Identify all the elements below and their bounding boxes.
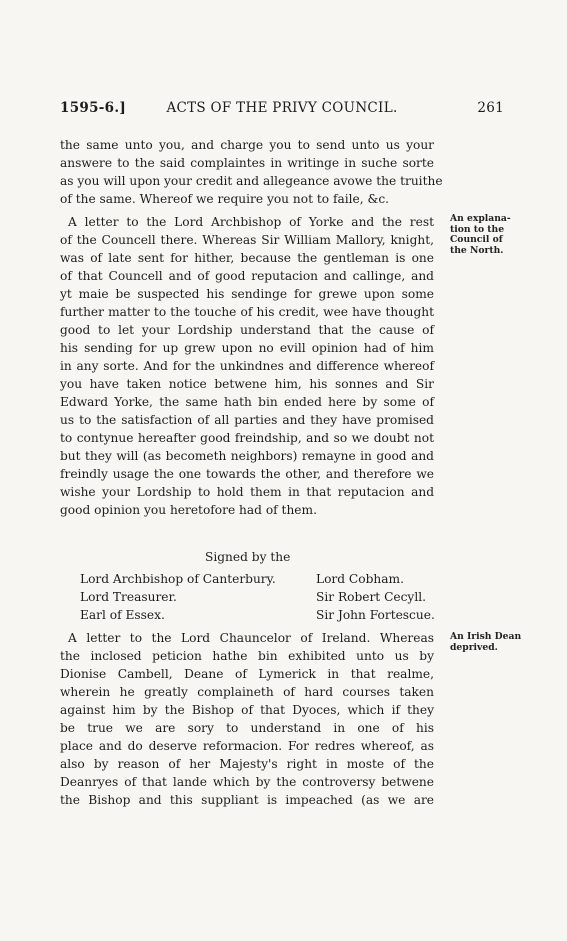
text-line: be true we are sory to understand in one of his (60, 721, 434, 735)
signatory: Lord Cobham. (316, 572, 404, 586)
text-line: his sending for up grew upon no evill opinion had of him (60, 341, 434, 355)
text-line: of that Councell and of good reputacion and callinge, and (60, 269, 434, 283)
text-line: good opinion you heretofore had of them. (60, 503, 317, 517)
text-line: us to the satisfaction of all parties and they have promised (60, 413, 434, 427)
margin-note: An Irish Dean deprived. (450, 631, 522, 653)
text-line: wishe your Lordship to hold them in that reputacion and (60, 485, 434, 499)
text-line: of the Councell there. Whereas Sir William Mallory, knight, (60, 233, 434, 247)
text-line: answere to the said complaintes in writinge in suche sorte (60, 156, 434, 170)
text-line: in any sorte. And for the unkindnes and difference whereof (60, 359, 434, 373)
text-line: of the same. Whereof we require you not to faile, &c. (60, 192, 390, 206)
text-line: Edward Yorke, the same hath bin ended here by some of (60, 395, 434, 409)
text-line: freindly usage the one towards the other, and therefore we (60, 467, 434, 481)
signatory: Sir Robert Cecyll. (316, 590, 426, 604)
text-line: was of late sent for hither, because the gentleman is one (60, 251, 434, 265)
margin-note: An explana-tion to the Council of the North. (450, 213, 511, 256)
text-line: yt maie be suspected his sendinge for grewe upon some (60, 287, 434, 301)
signatory: Sir John Fortescue. (316, 608, 435, 622)
text-line: further matter to the touche of his credit, wee have thought (60, 305, 434, 319)
text-line: as you will upon your credit and allegeance avowe the truithe (60, 174, 443, 188)
text-line: Deanryes of that lande which by the controversy betwene (60, 775, 434, 789)
signatory: Earl of Essex. (80, 608, 165, 622)
page-number: 261 (477, 100, 504, 116)
text-line: place and do deserve reformacion. For redres whereof, as (60, 739, 434, 753)
text-line: you have taken notice betwene him, his sonnes and Sir (60, 377, 434, 391)
header-title: ACTS OF THE PRIVY COUNCIL. (166, 100, 398, 116)
signatory: Lord Archbishop of Canterbury. (80, 572, 276, 586)
text-line: but they will (as becometh neighbors) remayne in good and (60, 449, 434, 463)
text-line: Dionise Cambell, Deane of Lymerick in that realme, (60, 667, 434, 681)
header-date: 1595-6.] (60, 100, 127, 116)
text-line: good to let your Lordship understand that the cause of (60, 323, 434, 337)
running-header (60, 100, 504, 120)
text-line: the Bishop and this suppliant is impeached (as we are (60, 793, 434, 807)
text-line: against him by the Bishop of that Dyoces, which if they (60, 703, 434, 717)
text-line: also by reason of her Majesty's right in moste of the (60, 757, 434, 771)
text-line: the inclosed peticion hathe bin exhibited unto us by (60, 649, 434, 663)
text-line: A letter to the Lord Chauncelor of Ireland. Whereas (68, 631, 434, 645)
signed-by-heading: Signed by the (205, 550, 291, 564)
text-line: A letter to the Lord Archbishop of Yorke and the rest (68, 215, 434, 229)
signatory: Lord Treasurer. (80, 590, 177, 604)
text-line: wherein he greatly complaineth of hard courses taken (60, 685, 434, 699)
text-line: to contynue hereafter good freindship, and so we doubt not (60, 431, 434, 445)
text-line: the same unto you, and charge you to send unto us your (60, 138, 434, 152)
